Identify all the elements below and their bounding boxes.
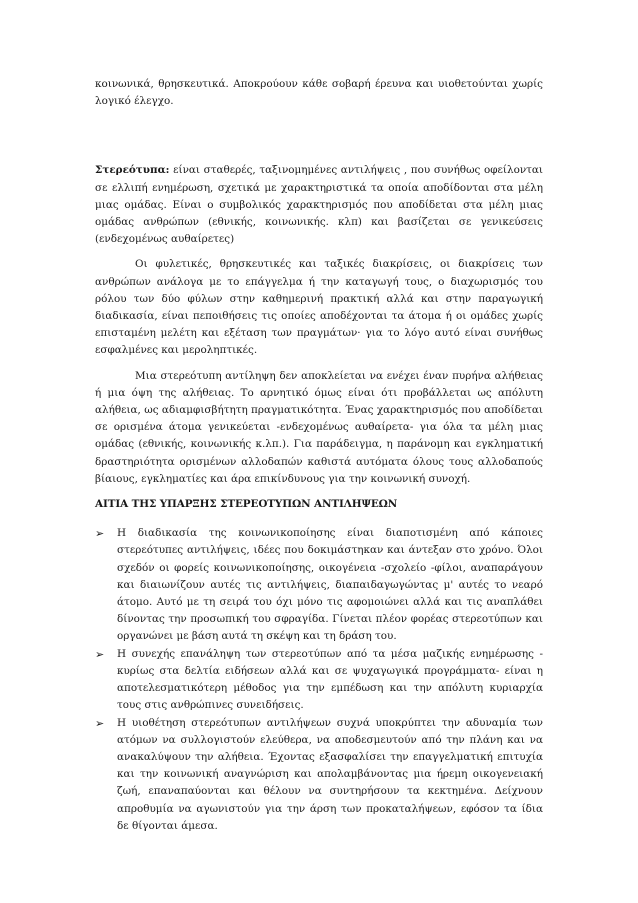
paragraph-discriminations: Οι φυλετικές, θρησκευτικές και ταξικές διακρίσεις, οι διακρίσεις των ανθρώπων ανάλογα με το επάγγελμα ή την καταγωγή τους, ο διαχωρισμός του ρόλου των δύο φύλων στην καθημερινή πρακτική αλλά και στην παραγωγική διαδικασία, είναι πεποιθήσεις τις οποίες αποδέχονται τα άτομα ή οι ομάδες χωρίς επισταμένη μελέτη και εξέταση των πραγμάτων· για το λόγο αυτό είναι συνήθως εσφαλμένες και μεροληπτικές. (95, 258, 543, 357)
intro-fragment: κοινωνικά, θρησκευτικά. Αποκρούουν κάθε σοβαρή έρευνα και υιοθετούνται χωρίς λογικό έλεγχο. (95, 78, 543, 108)
list-item-text: Η συνεχής επανάληψη των στερεοτύπων από τα μέσα μαζικής ενημέρωσης - κυρίως στα δελτία ειδήσεων αλλά και σε ψυχαγωγικά προγράμματα- είναι η αποτελεσματικότερη μέθοδος για την εμπέδωση και την απόλυτη κυριαρχία τους στις ανθρώπινες συνειδήσεις. (117, 647, 543, 712)
section-heading: ΑΙΤΙΑ ΤΗΣ ΥΠΑΡΞΗΣ ΣΤΕΡΕΟΤΥΠΩΝ ΑΝΤΙΛΗΨΕΩΝ (95, 498, 398, 511)
definition-paragraph (95, 162, 543, 248)
list-item (95, 525, 543, 645)
list-item-text: Η υιοθέτηση στερεότυπων αντιλήψεων συχνά υποκρύπτει την αδυναμία των ατόμων να συλλογιστούν ελεύθερα, να αποδεσμευτούν από την πλάνη και να ανακαλύψουν την αλήθεια. Έχοντας εξασφαλίσει την επαγγελματική επιτυχία και την κοινωνική αναγνώριση και απολαμβάνοντας μια ήρεμη οικογενειακή ζωή, επαναπαύονται και θέλουν να συντηρήσουν τα κεκτημένα. Δείχνουν απροθυμία να αγωνιστούν για την άρση των προκαταλήψεων, εφόσον τα ίδια δε θίγονται άμεσα. (117, 716, 543, 832)
arrowhead-bullet-icon: ➢ (95, 716, 105, 730)
list-item-text: Η διαδικασία της κοινωνικοποίησης είναι διαποτισμένη από κάποιες στερεότυπες αντιλήψεις, ιδέες που δοκιμάστηκαν και άντεξαν στο χρόνο. Όλοι σχεδόν οι φορείς κοινωνικοποίησης, οικογένεια -σχολείο -φίλοι, αναπαράγουν και διαιωνίζουν αυτές τις αντιλήψεις, διαπαιδαγωγώντας μ' αυτές το νεαρό άτομο. Αυτό με τη σειρά του όχι μόνο τις αφομοιώνει αλλά και τις αναπλάθει δίνοντας την προσωπική του σφραγίδα. Γίνεται πλέον φορέας στερεοτύπων και οργανώνει με βάση αυτά τη σκέψη και τη δράση του. (117, 527, 543, 643)
list-item (95, 715, 543, 835)
list-item (95, 646, 543, 715)
definition-term: Στερεότυπα: (95, 164, 170, 177)
arrowhead-bullet-icon: ➢ (95, 527, 105, 541)
paragraph-truth-core: Μια στερεότυπη αντίληψη δεν αποκλείεται να ενέχει έναν πυρήνα αλήθειας ή μια όψη της αλήθειας. Το αρνητικό όμως είναι ότι προβάλλεται ως απόλυτη αλήθεια, ως αδιαμφισβήτητη πραγματικότητα. Ένας χαρακτηρισμός που αποδίδεται σε ορισμένα άτομα γενικεύεται -ενδεχομένως αυθαίρετα- για όλα τα μέλη μιας ομάδας (εθνικής, κοινωνικής κ.λπ.). Για παράδειγμα, η παράνομη και εγκληματική δραστηριότητα ορισμένων αλλοδαπών καθιστά αυτόματα όλους τους αλλοδαπούς βίαιους, εγκληματίες και άρα επικίνδυνους για την κοινωνική συνοχή. (95, 369, 543, 485)
document-page (95, 76, 543, 835)
causes-list (95, 525, 543, 835)
definition-text: είναι σταθερές, ταξινομημένες αντιλήψεις , που συνήθως οφείλονται σε ελλιπή ενημέρωση, σχετικά με χαρακτηριστικά τα οποία αποδίδονται στα μέλη μιας ομάδας. Είναι ο συμβολικός χαρακτηρισμός που αποδίδεται στα μέλη μιας ομάδας ανθρώπων (εθνικής, κοινωνικής. κλπ) και βασίζεται σε γενικεύσεις (ενδεχομένως αυθαίρετες) (95, 164, 543, 246)
spacer (95, 118, 543, 162)
arrowhead-bullet-icon: ➢ (95, 647, 105, 661)
